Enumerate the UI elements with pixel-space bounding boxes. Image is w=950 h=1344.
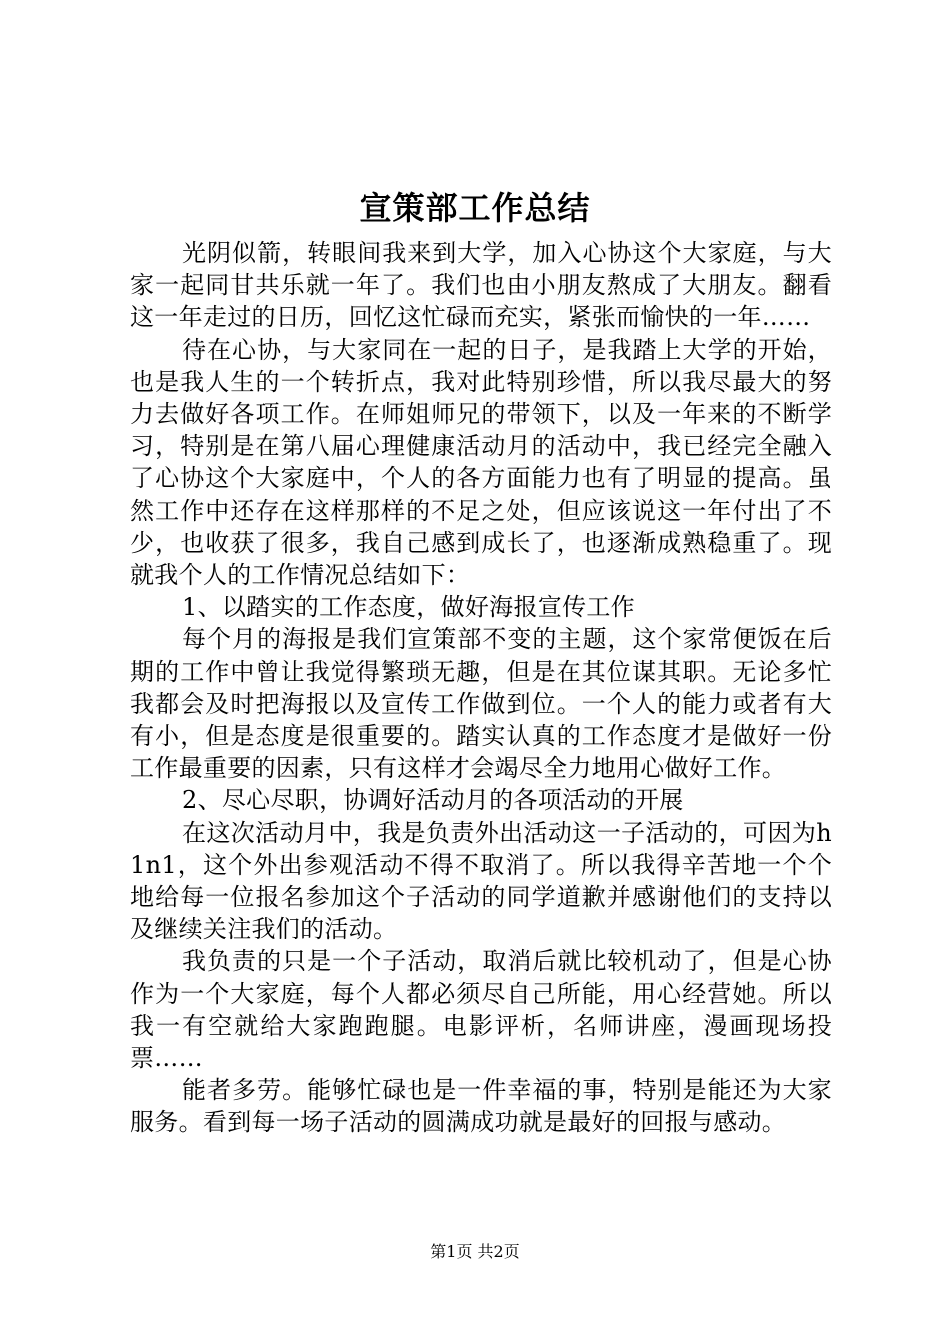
section-heading-2: 2、尽心尽职，协调好活动月的各项活动的开展 <box>182 786 684 815</box>
paragraph-overview: 待在心协，与大家同在一起的日子，是我踏上大学的开始，也是我人生的一个转折点，我对此特别珍惜，所以我尽最大的努力去做好各项工作。在师姐师兄的带领下，以及一年来的不断学习，特别是在第八届心理健康活动月的活动中，我已经完全融入了心协这个大家庭中，个人的各方面能力也有了明显的提高。虽然工作中还存在这样那样的不足之处，但应该说这一年付出了不少，也收获了很多，我自己感到成长了，也逐渐成熟稳重了。现就我个人的工作情况总结如下： <box>130 335 832 590</box>
paragraph-activity-month: 在这次活动月中，我是负责外出活动这一子活动的，可因为h1n1，这个外出参观活动不得不取消了。所以我得辛苦地一个个地给每一位报名参加这个子活动的同学道歉并感谢他们的支持以及继续关注我们的活动。 <box>130 818 832 944</box>
page-number-footer: 第1页 共2页 <box>430 1242 520 1261</box>
paragraph-posters: 每个月的海报是我们宣策部不变的主题，这个家常便饭在后期的工作中曾让我觉得繁琐无趣，但是在其位谋其职。无论多忙我都会及时把海报以及宣传工作做到位。一个人的能力或者有大有小，但是态度是很重要的。踏实认真的工作态度才是做好一份工作最重要的因素，只有这样才会竭尽全力地用心做好工作。 <box>130 625 832 783</box>
document-body <box>130 237 832 1139</box>
document-title: 宣策部工作总结 <box>359 189 591 227</box>
section-heading-1: 1、以踏实的工作态度，做好海报宣传工作 <box>182 593 635 622</box>
paragraph-sub-activity: 我负责的只是一个子活动，取消后就比较机动了，但是心协作为一个大家庭，每个人都必须尽自己所能，用心经营她。所以我一有空就给大家跑跑腿。电影评析，名师讲座，漫画现场投票…… <box>130 947 832 1073</box>
paragraph-conclusion: 能者多劳。能够忙碌也是一件幸福的事，特别是能还为大家服务。看到每一场子活动的圆满成功就是最好的回报与感动。 <box>130 1076 832 1137</box>
paragraph-intro: 光阴似箭，转眼间我来到大学，加入心协这个大家庭，与大家一起同甘共乐就一年了。我们也由小朋友熬成了大朋友。翻看这一年走过的日历，回忆这忙碌而充实，紧张而愉快的一年…… <box>130 239 832 332</box>
